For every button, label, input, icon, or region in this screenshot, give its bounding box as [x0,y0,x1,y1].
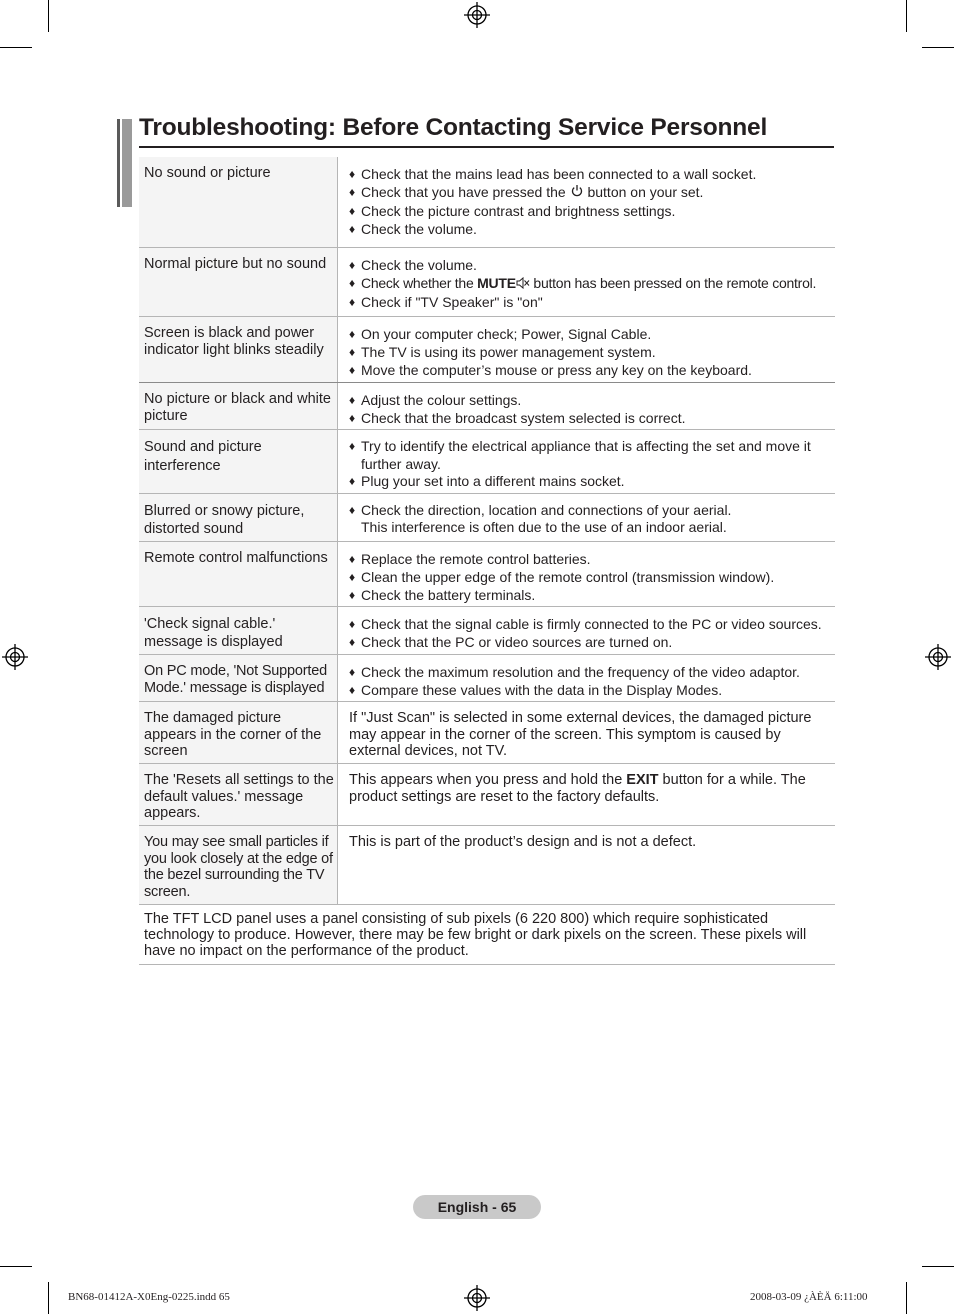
table-row [139,430,835,494]
table-row [139,248,835,317]
page-title: Troubleshooting: Before Contacting Service Personnel [139,114,768,141]
crop-mark [906,0,907,32]
registration-mark-icon [925,644,951,670]
diamond-bullet-icon: ♦ [349,185,356,199]
solution-text: If "Just Scan" is selected in some external devices, the damaged picture may appear in the corner of the screen. This symptom is caused by external devices, not TV. [349,710,812,759]
diamond-bullet-icon: ♦ [349,665,356,679]
lcd-panel-note: The TFT LCD panel uses a panel consisting of sub pixels (6 220 800) which require sophisticated technology to produce. However, there may be few bright or dark pixels on the screen. These pixels will have no impact on the performance of the product. [139,905,835,965]
solution-item: ♦ Try to identify the electrical appliance that is affecting the set and move it further away. [349,438,811,472]
table-row [139,764,835,826]
crop-mark [0,1266,32,1267]
solution-item: ♦ Adjust the colour settings. [349,392,522,408]
table-row [139,607,835,655]
solution-cell [338,494,835,541]
title-underline [139,146,834,148]
table-row [139,542,835,607]
solution-item: ♦ Check that you have pressed the button on your set. [349,183,831,202]
solution-item: ♦ Check the volume. [349,221,477,238]
diamond-bullet-icon: ♦ [349,683,356,697]
exit-label: EXIT [626,772,659,788]
diamond-bullet-icon: ♦ [349,393,356,407]
diamond-bullet-icon: ♦ [349,222,356,237]
table-row [139,494,835,542]
solution-item: ♦ Check the direction, location and connections of your aerial. This interference is often due to the use of an indoor aerial. [349,502,732,535]
solution-cell [338,157,835,247]
problem-cell: Screen is black and power indicator light blinks steadily [139,317,338,382]
solution-item: ♦ Check whether the MUTE button has been pressed on the remote control. [349,274,831,293]
problem-cell: The 'Resets all settings to the default values.' message appears. [139,764,338,825]
problem-cell: The damaged picture appears in the corner of the screen [139,702,338,763]
diamond-bullet-icon: ♦ [349,345,356,359]
solution-cell [338,542,835,606]
solution-item: ♦ The TV is using its power management system. [349,344,656,360]
page-number-badge: English - 65 [413,1195,541,1219]
solution-item: ♦ Check that the PC or video sources are turned on. [349,634,673,650]
crop-mark [48,1282,49,1314]
solution-cell [338,317,835,382]
solution-cell [338,248,835,316]
diamond-bullet-icon: ♦ [349,276,356,290]
crop-mark [922,1266,954,1267]
problem-cell: 'Check signal cable.' message is displayed [139,607,338,654]
crop-mark [0,47,32,48]
problem-cell: On PC mode, 'Not Supported Mode.' message is displayed [139,655,338,701]
crop-mark [906,1282,907,1314]
problem-cell: Sound and picture interference [139,430,338,493]
diamond-bullet-icon: ♦ [349,204,356,219]
solution-item: ♦ Check that the mains lead has been connected to a wall socket. [349,166,757,182]
power-icon [570,184,584,202]
solution-item: ♦ Check that the broadcast system selected is correct. [349,410,686,426]
mute-icon [516,275,530,293]
problem-cell: Blurred or snowy picture, distorted sound [139,494,338,541]
solution-text: This is part of the product’s design and is not a defect. [349,834,697,850]
diamond-bullet-icon: ♦ [349,635,356,649]
diamond-bullet-icon: ♦ [349,588,356,602]
troubleshooting-table [139,157,835,965]
registration-mark-icon [2,644,28,670]
solution-item: ♦ Plug your set into a different mains socket. [349,473,625,489]
table-row [139,702,835,764]
table-row [139,157,835,248]
solution-item: ♦ Check the volume. [349,257,477,273]
solution-item: ♦ Check the battery terminals. [349,587,536,603]
solution-item: ♦ Check the maximum resolution and the frequency of the video adaptor. [349,664,800,680]
diamond-bullet-icon: ♦ [349,258,356,272]
table-row [139,317,835,383]
crop-mark [48,0,49,32]
solution-item: ♦ Check that the signal cable is firmly connected to the PC or video sources. [349,616,822,632]
problem-cell: You may see small particles if you look closely at the edge of the bezel surrounding the TV screen. [139,826,338,904]
diamond-bullet-icon: ♦ [349,617,356,631]
solution-cell [338,764,835,825]
diamond-bullet-icon: ♦ [349,295,356,310]
registration-mark-icon [464,2,490,28]
solution-cell [338,826,835,904]
solution-cell [338,383,835,429]
solution-item: ♦ Check if "TV Speaker" is "on" [349,294,543,311]
table-row [139,826,835,905]
mute-label: MUTE [477,275,516,291]
registration-mark-icon [464,1285,490,1311]
solution-cell [338,607,835,654]
solution-item: ♦ On your computer check; Power, Signal Cable. [349,326,652,342]
print-slug-filename: BN68-01412A-X0Eng-0225.indd 65 [68,1291,230,1303]
problem-cell: Normal picture but no sound [139,248,338,316]
title-accent-bar [117,119,132,207]
solution-cell [338,430,835,493]
solution-item: ♦ Replace the remote control batteries. [349,551,591,567]
problem-cell: No picture or black and white picture [139,383,338,429]
diamond-bullet-icon: ♦ [349,439,356,453]
solution-item: ♦ Compare these values with the data in the Display Modes. [349,682,723,698]
diamond-bullet-icon: ♦ [349,167,356,181]
solution-cell [338,702,835,763]
crop-mark [922,47,954,48]
diamond-bullet-icon: ♦ [349,411,356,425]
solution-item: ♦ Check the picture contrast and brightness settings. [349,203,676,220]
diamond-bullet-icon: ♦ [349,474,356,488]
diamond-bullet-icon: ♦ [349,327,356,341]
solution-cell [338,655,835,701]
print-slug-timestamp: 2008-03-09 ¿ÀÈÄ 6:11:00 [750,1291,868,1303]
table-row [139,655,835,702]
solution-item: ♦ Clean the upper edge of the remote control (transmission window). [349,569,775,585]
problem-cell: Remote control malfunctions [139,542,338,606]
problem-cell: No sound or picture [139,157,338,247]
diamond-bullet-icon: ♦ [349,503,356,517]
diamond-bullet-icon: ♦ [349,552,356,566]
solution-item: ♦ Move the computer’s mouse or press any key on the keyboard. [349,362,752,378]
diamond-bullet-icon: ♦ [349,570,356,584]
diamond-bullet-icon: ♦ [349,363,356,377]
solution-text: This appears when you press and hold the EXIT button for a while. The product settings are reset to the factory defaults. [349,772,806,805]
table-row [139,383,835,430]
